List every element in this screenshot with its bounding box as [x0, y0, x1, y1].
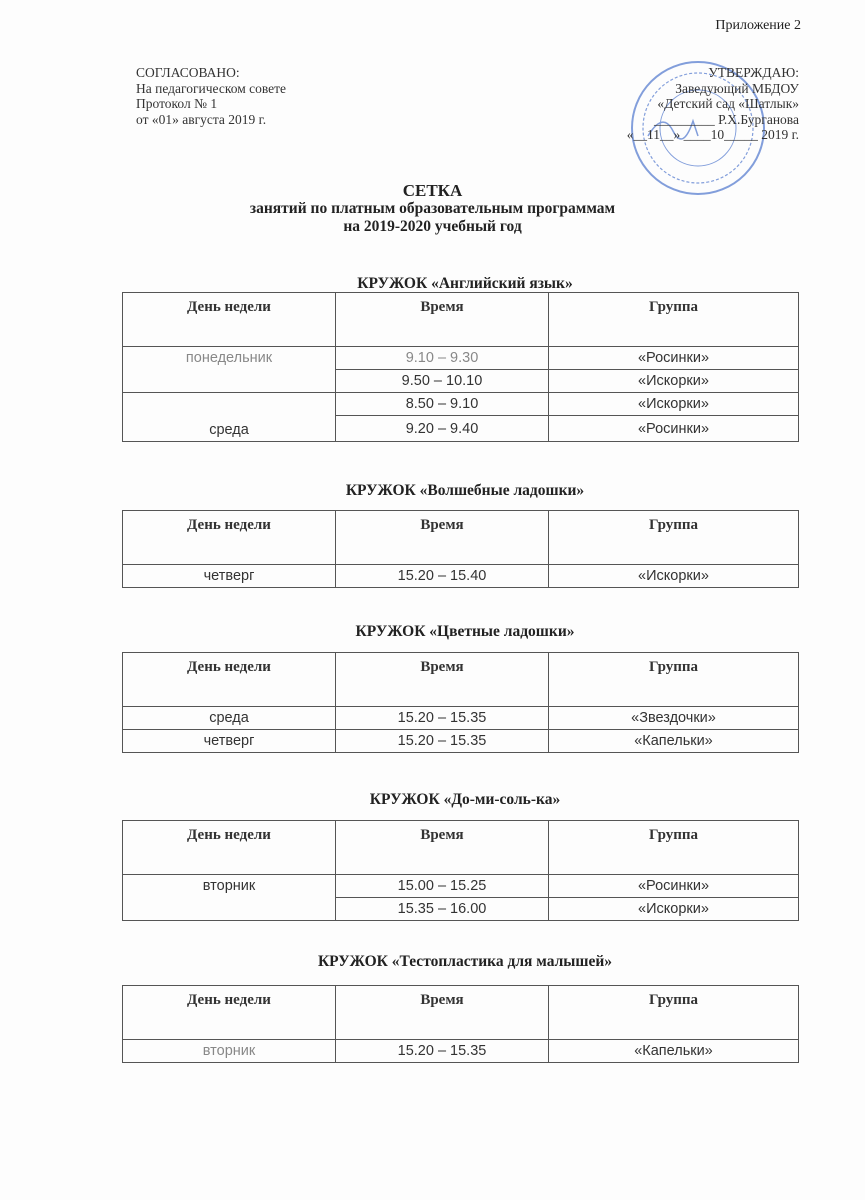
column-header: Время — [336, 986, 549, 1040]
time-cell: 15.20 – 15.40 — [336, 565, 549, 588]
approved-heading: УТВЕРЖДАЮ: — [708, 65, 799, 80]
column-header: День недели — [123, 653, 336, 707]
agreed-line: Протокол № 1 — [136, 96, 218, 111]
agreed-line: от «01» августа 2019 г. — [136, 111, 267, 127]
schedule-table — [122, 985, 799, 1063]
schedule-table — [122, 510, 799, 588]
column-header: Группа — [549, 293, 799, 347]
group-cell: «Искорки» — [549, 370, 799, 393]
time-cell: 15.20 – 15.35 — [336, 730, 549, 753]
title-line: занятий по платным образовательным программам — [249, 200, 616, 217]
column-header: Группа — [549, 511, 799, 565]
agreed-block — [136, 65, 286, 127]
column-header: День недели — [123, 293, 336, 347]
schedule-table — [122, 820, 799, 921]
schedule-table — [122, 292, 799, 442]
section-title: КРУЖОК «Цветные ладошки» — [355, 623, 575, 640]
column-header: Группа — [549, 986, 799, 1040]
day-cell: понедельник — [123, 347, 336, 393]
column-header: Время — [336, 653, 549, 707]
day-cell: вторник — [123, 875, 336, 921]
approved-line: _________ Р.Х.Бурганова — [653, 111, 799, 127]
time-cell: 15.20 – 15.35 — [336, 1040, 549, 1063]
section-title: КРУЖОК «Тестопластика для малышей» — [317, 953, 613, 970]
approved-block — [627, 65, 799, 143]
day-cell: четверг — [123, 730, 336, 753]
group-cell: «Звездочки» — [549, 707, 799, 730]
day-cell: среда — [123, 393, 336, 442]
approved-line: Заведующий МБДОУ — [675, 80, 799, 96]
time-cell: 9.10 – 9.30 — [336, 347, 549, 370]
appendix-label: Приложение 2 — [715, 18, 801, 33]
group-cell: «Росинки» — [549, 875, 799, 898]
time-cell: 9.50 – 10.10 — [336, 370, 549, 393]
group-cell: «Капельки» — [549, 730, 799, 753]
column-header: Время — [336, 821, 549, 875]
time-cell: 8.50 – 9.10 — [336, 393, 549, 416]
time-cell: 15.00 – 15.25 — [336, 875, 549, 898]
section-title: КРУЖОК «До-ми-соль-ка» — [369, 791, 561, 808]
section-title: КРУЖОК «Волшебные ладошки» — [345, 482, 585, 499]
group-cell: «Росинки» — [549, 347, 799, 370]
column-header: Время — [336, 511, 549, 565]
group-cell: «Искорки» — [549, 393, 799, 416]
column-header: Время — [336, 293, 549, 347]
group-cell: «Росинки» — [549, 416, 799, 442]
agreed-heading: СОГЛАСОВАНО: — [136, 65, 240, 80]
column-header: День недели — [123, 821, 336, 875]
day-cell: среда — [123, 707, 336, 730]
day-cell: четверг — [123, 565, 336, 588]
column-header: День недели — [123, 986, 336, 1040]
document-title — [0, 182, 865, 236]
group-cell: «Искорки» — [549, 565, 799, 588]
approved-line: «__11__» ____10_____ 2019 г. — [626, 127, 799, 142]
time-cell: 15.35 – 16.00 — [336, 898, 549, 921]
column-header: День недели — [123, 511, 336, 565]
agreed-line: На педагогическом совете — [136, 80, 287, 96]
time-cell: 15.20 – 15.35 — [336, 707, 549, 730]
approved-line: «Детский сад «Шатлык» — [657, 96, 799, 111]
group-cell: «Искорки» — [549, 898, 799, 921]
title-line: на 2019-2020 учебный год — [343, 218, 522, 235]
column-header: Группа — [549, 821, 799, 875]
schedule-table — [122, 652, 799, 753]
day-cell: вторник — [123, 1040, 336, 1063]
group-cell: «Капельки» — [549, 1040, 799, 1063]
section-title: КРУЖОК «Английский язык» — [357, 275, 573, 292]
column-header: Группа — [549, 653, 799, 707]
title-line: СЕТКА — [402, 181, 463, 200]
time-cell: 9.20 – 9.40 — [336, 416, 549, 442]
